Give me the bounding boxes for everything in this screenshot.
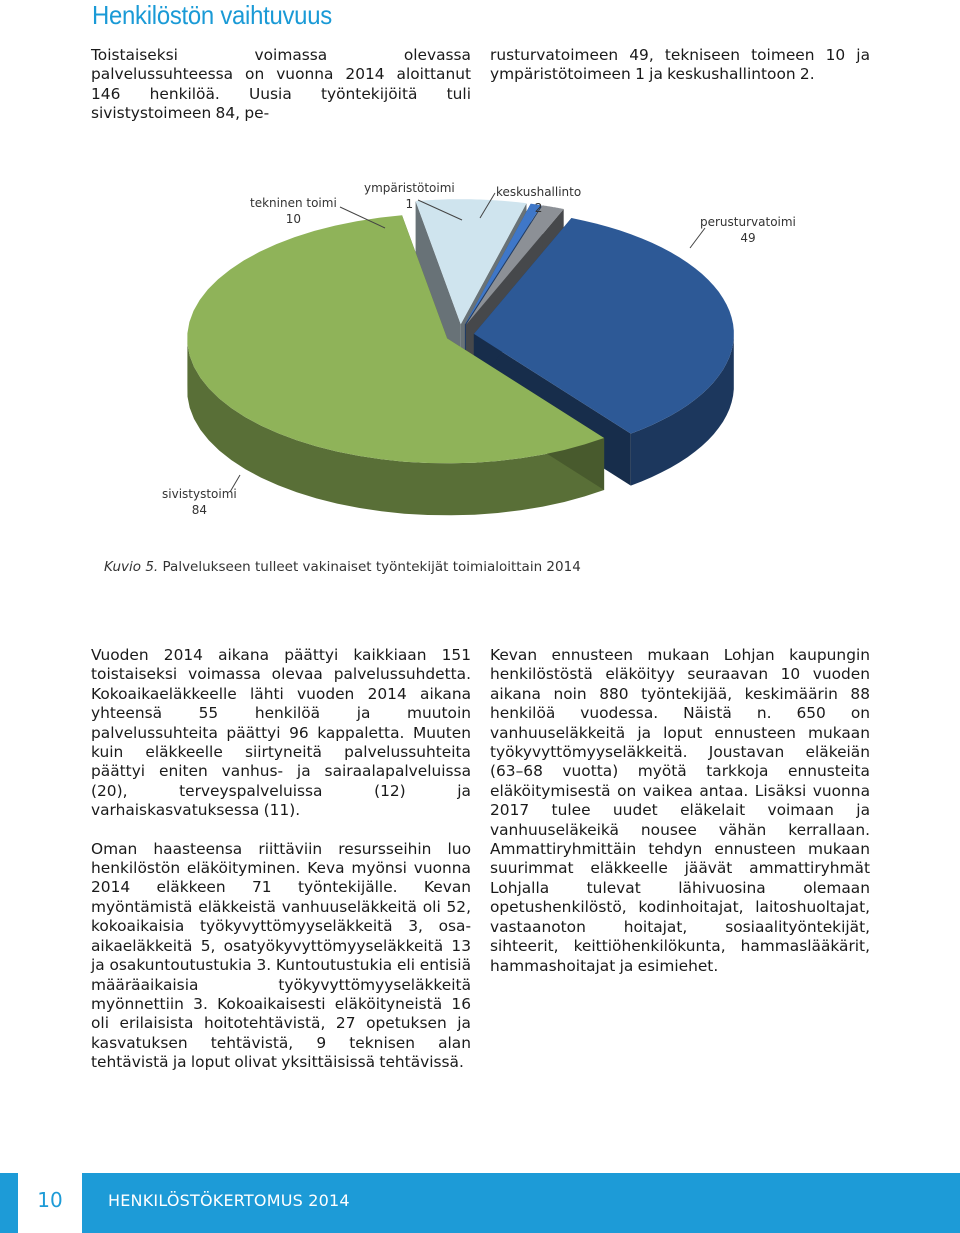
label-keskushallinto-value: 2 [534,201,543,215]
label-keskushallinto-name: keskushallinto [496,185,582,199]
intro-right: rusturvatoimeen 49, tekniseen toimeen 10 ja ympäristötoimeen 1 ja keskushallintoon 2. [490,46,870,84]
label-ymparisto-value: 1 [405,197,414,211]
label-ymparisto [364,180,455,212]
label-tekninen-name: tekninen toimi [250,196,337,210]
body-left-para-2: Oman haasteensa riittäviin resursseihin luo henkilöstön eläköityminen. Keva myönsi vuonna 2014 eläkkeen 71 työntekijälle. Kevan myöntämistä eläkkeistä vanhuuseläkkeitä oli 52, kokoaikaisia työkyvyttömyyseläkkeitä 3, osa-aikaeläkkeitä 5, osatyökyvyttömyyseläkkeitä 13 ja osakuntoutustukia 3. Kuntoutustukia eli entisiä määräaikaisia työkyvyttömyyseläkkeitä myönnettiin 3. Kokoaikaisesti eläköityneistä 16 oli erilaisista hoitotehtävistä, 27 opetuksen ja kasvatuksen tehtävistä, 9 teknisen alan tehtävistä ja loput olivat yksittäisissä tehtävissä. [91,839,471,1072]
caption-prefix: Kuvio 5. [104,559,159,575]
pie-chart [150,170,796,530]
page-number: 10 [37,1188,63,1212]
page-heading: Henkilöstön vaihtuvuus [92,0,332,30]
label-tekninen [250,195,337,227]
label-keskushallinto [496,184,581,216]
label-perusturva [700,214,796,246]
body-left [91,646,471,1073]
label-perusturva-name: perusturvatoimi [700,215,796,229]
caption-text: Palvelukseen tulleet vakinaiset työntekijät toimialoittain 2014 [158,559,581,575]
body-right-para: Kevan ennusteen mukaan Lohjan kaupungin henkilöstöstä eläköityy seuraavan 10 vuoden aikana noin 880 työntekijää, keskimäärin 88 henkilöä vuodessa. Näistä n. 650 on vanhuuseläkkeitä ja loput ennusteen mukaan työkyvyttömyyseläkkeitä. Joustavan eläkeiän (63–68 vuotta) myötä tarkkoja ennusteita eläköitymisestä on vaikea antaa. Lisäksi vuonna 2017 tulee uudet eläkelait voimaan ja vanhuuseläkeikä nousee vähän kerrallaan. Ammattiryhmittäin tehdyn ennusteen mukaan suurimmat eläkkeelle jäävät ammattiryhmät Lohjalla tulevat lähivuosina olemaan opetushenkilöstö, kodinhoitajat, laitoshuoltajat, vastaanoton hoitajat, sosiaalityöntekijät, sihteerit, keittiöhenkilökunta, hammaslääkärit, hammashoitajat ja esimiehet. [490,646,870,975]
label-sivistys [162,486,237,518]
label-ymparisto-name: ympäristötoimi [364,181,455,195]
figure-caption [104,559,581,575]
body-left-para-1: Vuoden 2014 aikana päättyi kaikkiaan 151 toistaiseksi voimassa olevaa palvelussuhdetta. Kokoaikaeläkkeelle lähti vuoden 2014 aikana yhteensä 55 henkilöä ja muutoin palvelussuhteita päättyi 96 kappaletta. Muuten kuin eläkkeelle siirtyneitä palvelussuhteita päättyi eniten vanhus- ja sairaalapalveluissa (20), terveyspalveluissa (12) ja varhaiskasvatuksessa (11). [91,646,471,820]
label-sivistys-name: sivistystoimi [162,487,237,501]
label-sivistys-value: 84 [191,503,208,517]
intro-left: Toistaiseksi voimassa olevassa palvelussuhteessa on vuonna 2014 aloittanut 146 henkilöä. Uusia työntekijöitä tuli sivistystoimeen 84, pe- [91,46,471,123]
body-right [490,646,870,976]
footer-title: HENKILÖSTÖKERTOMUS 2014 [108,1191,350,1210]
label-tekninen-value: 10 [285,212,302,226]
label-perusturva-value: 49 [740,231,756,245]
